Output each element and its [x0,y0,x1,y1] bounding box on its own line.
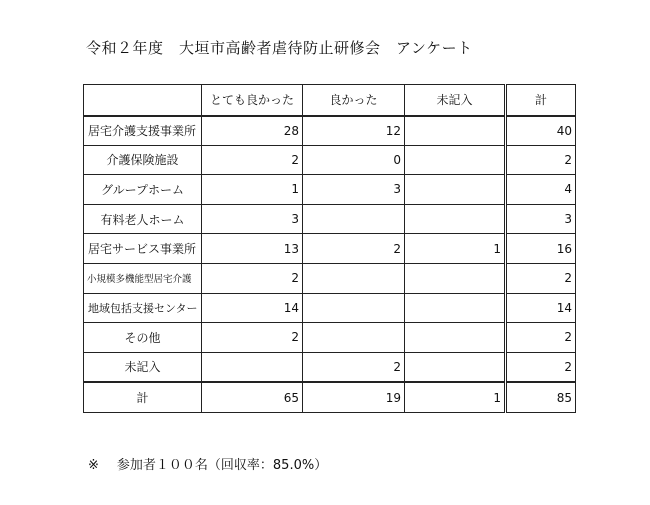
document-title: 令和２年度 大垣市高齢者虐待防止研修会 アンケート [86,39,473,57]
category-cell: 未記入 [84,352,202,382]
total-cell: 2 [506,263,576,293]
table-header-row [84,85,576,116]
total-cell: 16 [506,234,576,264]
very-good-cell: 14 [202,293,303,323]
blank-cell [405,175,506,205]
total-cell: 14 [506,293,576,323]
total-cell: 2 [506,145,576,175]
blank-cell [405,204,506,234]
good-total-cell: 19 [303,382,405,413]
category-cell: グループホーム [84,175,202,205]
good-cell: 12 [303,116,405,146]
category-cell: 地域包括支援センター [84,293,202,323]
category-cell: 小規模多機能型居宅介護 [84,263,202,293]
very-good-cell [202,352,303,382]
table-row [84,293,576,323]
table-row [84,175,576,205]
table-row [84,116,576,146]
total-cell: 40 [506,116,576,146]
good-cell: 3 [303,175,405,205]
table-row [84,145,576,175]
category-cell: 有料老人ホーム [84,204,202,234]
footnote-text: 参加者１００名（回収率：85.0%） [116,458,328,473]
table-row [84,234,576,264]
total-cell: 4 [506,175,576,205]
blank-cell: 1 [405,234,506,264]
table-row [84,263,576,293]
header-cell-good: 良かった [303,85,405,116]
header-cell-blank: 未記入 [405,85,506,116]
good-cell: 2 [303,352,405,382]
category-cell: 居宅介護支援事業所 [84,116,202,146]
table-row [84,323,576,353]
good-cell: 0 [303,145,405,175]
category-cell: 介護保険施設 [84,145,202,175]
very-good-cell: 2 [202,263,303,293]
grand-total-cell: 85 [506,382,576,413]
header-cell-category [84,85,202,116]
blank-cell [405,116,506,146]
good-cell: 2 [303,234,405,264]
blank-cell [405,263,506,293]
footnote [88,454,327,473]
blank-cell [405,323,506,353]
total-cell: 2 [506,323,576,353]
very-good-total-cell: 65 [202,382,303,413]
very-good-cell: 3 [202,204,303,234]
table-total-row [84,382,576,413]
table-row [84,352,576,382]
good-cell [303,204,405,234]
blank-cell [405,293,506,323]
blank-cell [405,145,506,175]
very-good-cell: 2 [202,145,303,175]
very-good-cell: 13 [202,234,303,264]
total-label-cell: 計 [84,382,202,413]
blank-total-cell: 1 [405,382,506,413]
category-cell: その他 [84,323,202,353]
good-cell [303,323,405,353]
header-cell-total: 計 [506,85,576,116]
very-good-cell: 1 [202,175,303,205]
table-row [84,204,576,234]
footnote-mark: ※ [88,458,99,473]
very-good-cell: 2 [202,323,303,353]
good-cell [303,263,405,293]
total-cell: 3 [506,204,576,234]
header-cell-very-good: とても良かった [202,85,303,116]
blank-cell [405,352,506,382]
category-cell: 居宅サービス事業所 [84,234,202,264]
very-good-cell: 28 [202,116,303,146]
total-cell: 2 [506,352,576,382]
survey-results-table [83,84,576,413]
good-cell [303,293,405,323]
